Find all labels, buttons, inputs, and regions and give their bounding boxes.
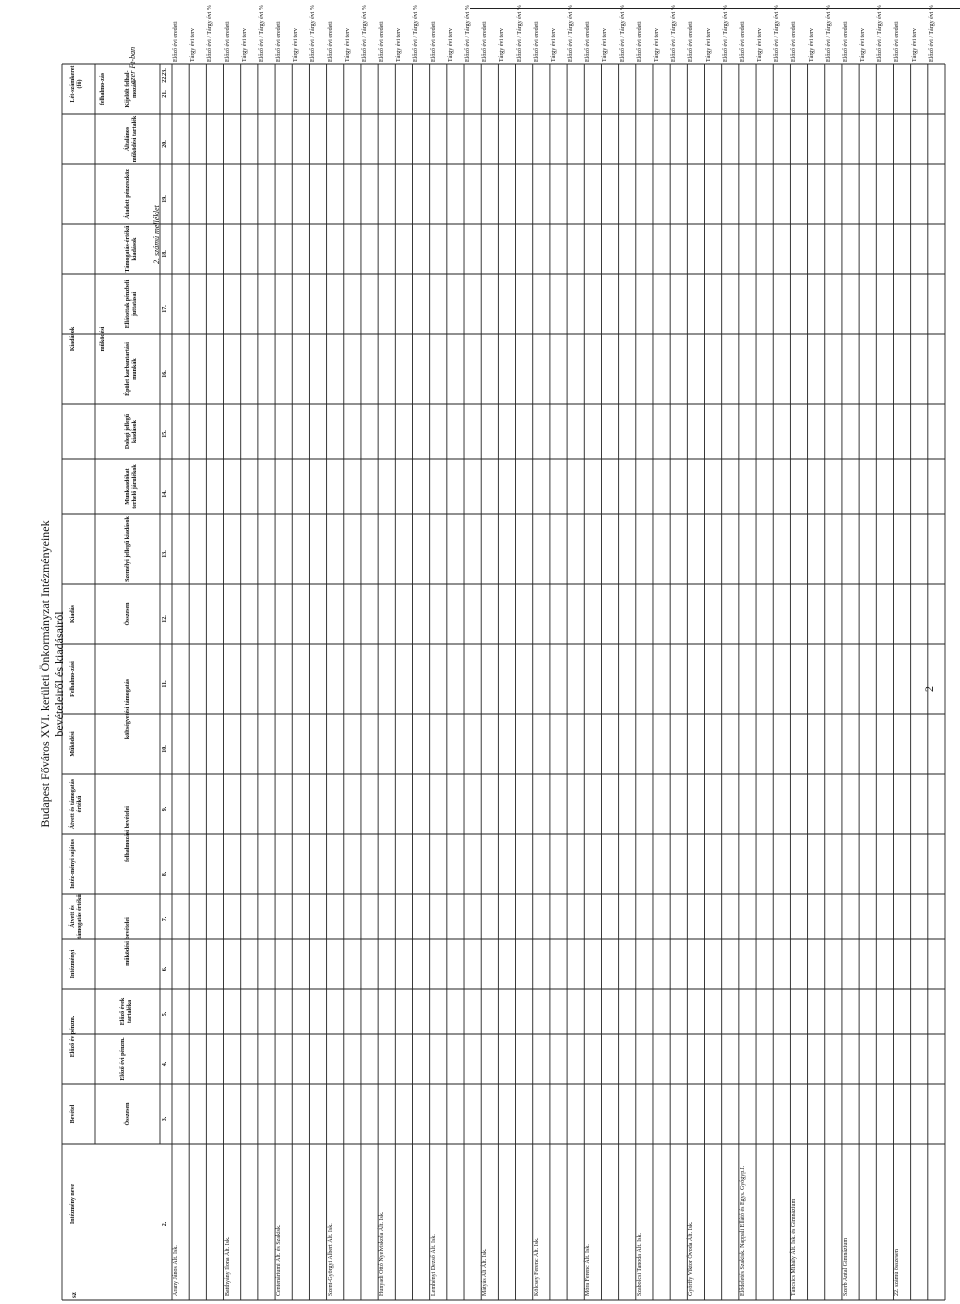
col-header-dologi: Dologi jellegű kiadások [125, 413, 138, 450]
row-type-label: Előző évi eredeti [894, 21, 901, 62]
institution-name: Kölcsey Ferenc Ált. Isk. [533, 1237, 540, 1296]
row-type-label: Tárgy évi terv [293, 28, 300, 62]
row-type-label: Előző évi / Tárgy évi % [877, 5, 884, 62]
col-header-name: Intézmény neve [70, 1183, 76, 1225]
col-header-tamogatas-ertek: Támogatás-értékű kiadások [125, 225, 138, 273]
col-number: 17. [162, 305, 168, 313]
col-header-ellatottak: Ellátottak pénzbeli juttatásai [125, 279, 138, 329]
institution-name: Centenáriumi Ált. és Szakisk. [276, 1224, 283, 1296]
row-type-label: Tárgy évi terv [499, 28, 506, 62]
row-type-label: Előző évi eredeti [533, 21, 540, 62]
col-header-kijelolt: Kijelölt felhal-mozási [125, 70, 138, 108]
row-type-label: Előző évi eredeti [327, 21, 334, 62]
row-type-label: Tárgy évi terv [653, 28, 660, 62]
col-number: 8. [162, 871, 168, 877]
col-header-osszesen: Összesen [125, 1102, 131, 1126]
row-type-label: Tárgy évi terv [344, 28, 351, 62]
col-header-felhalmozas: felhalmo-zás [100, 72, 106, 106]
col-header-osszesen-2: Összesen [125, 602, 131, 626]
col-header-mukodesi-bev: működési bevételei [125, 917, 131, 966]
col-number: 10. [162, 745, 168, 753]
institution-name: Mátyás Ali Ált. Isk. [482, 1248, 489, 1296]
col-header-atvett-2: Átvett és támogatás értékű [70, 778, 83, 830]
col-header-munkaadokat: Munkaadókat terhelő járulékok [125, 464, 138, 509]
row-type-label: Tárgy évi terv [602, 28, 609, 62]
col-number: 14. [162, 490, 168, 498]
col-number: 15. [162, 430, 168, 438]
row-type-label: Tárgy évi terv [241, 28, 248, 62]
page-number: 2 [922, 686, 936, 692]
row-type-label: Előző évi / Tárgy évi % [361, 5, 368, 62]
institution-name: Szabolcsi Tanoda Ált. Isk. [636, 1233, 643, 1296]
row-type-label: Előző évi eredeti [276, 21, 283, 62]
col-number: 6. [162, 966, 168, 972]
col-number: 4. [162, 1061, 168, 1067]
title-line-2: bevételeiről és kiadásairól [52, 611, 66, 737]
row-type-label: Tárgy évi terv [860, 28, 867, 62]
row-type-label: Előző évi / Tárgy évi % [671, 5, 678, 62]
col-header-sajatos: Intéz-ményi sajátos [70, 839, 76, 889]
row-type-label: Tárgy évi terv [550, 28, 557, 62]
row-type-label: Előző évi eredeti [482, 21, 489, 62]
col-header-epulet: Épület karbantartási munkák [125, 342, 138, 396]
row-type-label: Előző évi / Tárgy évi % [568, 5, 575, 62]
row-type-label: Tárgy évi terv [190, 28, 197, 62]
row-type-label: Előző évi eredeti [688, 21, 695, 62]
col-header-altalanos: Általános működési tartalék [125, 115, 138, 163]
col-header-letszam: Lét-számkeret (fő) [70, 65, 83, 103]
col-number: 20. [162, 140, 168, 148]
row-type-label: Tárgy évi terv [757, 28, 764, 62]
row-type-label: Előző évi eredeti [636, 21, 643, 62]
row-type-label: Előző évi eredeti [739, 21, 746, 62]
col-number: 19. [162, 195, 168, 203]
institution-name: Győrffy Viktor Óvoda Ált. Isk. [688, 1221, 695, 1296]
col-number: 16. [162, 370, 168, 378]
col-header-elozo-penzm: Előző év pénzm. [70, 1015, 76, 1058]
col-header-elozo-evi: Előző évi pénzm. [120, 1037, 126, 1081]
row-type-label: Előző évi eredeti [430, 21, 437, 62]
row-type-label: Előző évi eredeti [585, 21, 592, 62]
institution-name: Móra Ferenc Ált. Isk. [585, 1244, 592, 1296]
col-number: 12. [162, 615, 168, 623]
row-type-label: Előző évi / Tárgy évi % [516, 5, 523, 62]
row-type-label: Tárgy évi terv [911, 28, 918, 62]
col-header-kiadas: Kiadás [70, 605, 76, 624]
row-type-label: Előző évi eredeti [791, 21, 798, 62]
row-type-label: Előző évi / Tárgy évi % [619, 5, 626, 62]
col-number: 18. [162, 250, 168, 258]
row-type-label: Előző évi eredeti [224, 21, 231, 62]
col-number: 22. [162, 75, 168, 83]
col-header-mukodesi-2: működési [100, 326, 106, 352]
unit-label: ezer Ft-ban [128, 46, 137, 84]
row-type-label: Előző évi / Tárgy évi % [928, 5, 935, 62]
row-type-label: Tárgy évi terv [705, 28, 712, 62]
col-header-atvett: Átvett és támogatás értékű [70, 894, 83, 939]
row-type-label: Előző évi / Tárgy évi % [207, 5, 214, 62]
institution-name: Szent-Györgyi Albert Ált. Isk. [327, 1223, 334, 1296]
col-number: 3. [162, 1116, 168, 1122]
row-type-label: Előző évi / Tárgy évi % [722, 5, 729, 62]
col-number: 9. [162, 806, 168, 812]
col-header-bevetel: Bevétel [70, 1104, 76, 1124]
col-number: 7. [162, 916, 168, 922]
row-type-label: Előző évi / Tárgy évi % [310, 5, 317, 62]
row-type-label: Tárgy évi terv [396, 28, 403, 62]
row-type-label: Előző évi / Tárgy évi % [465, 5, 472, 62]
col-header-mukodesi: Működési [70, 731, 76, 757]
institution-name: Batthyány Ilona Ált. Isk. [224, 1236, 231, 1296]
row-type-label: Előző évi / Tárgy évi % [774, 5, 781, 62]
institution-name: Lemhényi Dezső Ált. Isk. [430, 1234, 437, 1296]
col-number: 13. [162, 550, 168, 558]
institution-name: Hunyadi Ottó Nyelviskola Ált. Isk. [379, 1211, 386, 1296]
col-header-felh-bev: felhalmozási bevételei [125, 806, 131, 862]
institution-name: Elődeletés Szakisk. Nappali Ellátó és Egys. Gyógyp.I. [739, 1165, 746, 1296]
row-type-label: Előző évi eredeti [173, 21, 179, 62]
row-type-label: Előző évi / Tárgy évi % [258, 5, 265, 62]
row-type-label: Előző évi / Tárgy évi % [825, 5, 832, 62]
col-number: 11. [162, 680, 168, 688]
col-header-kiadasok: Kiadások [70, 326, 76, 352]
row-type-label: Tárgy évi terv [808, 28, 815, 62]
corner-label: sz [70, 1292, 78, 1298]
institution-name: Táncsics Mihály Ált. Isk. és Gimnázium [791, 1198, 798, 1296]
institution-name: 22. számú összesen [894, 1249, 901, 1296]
col-header-koltsegvetesi: költségvetési támogatás [125, 678, 131, 740]
row-type-label: Előző évi / Tárgy évi % [413, 5, 420, 62]
col-header-atadott: Átadott pénzeszköz [125, 169, 131, 219]
institution-name: Arany János Ált. Isk. [173, 1245, 179, 1296]
row-type-label: Előző évi eredeti [842, 21, 849, 62]
col-number: 5. [162, 1011, 168, 1017]
row-type-label: Előző évi eredeti [379, 21, 386, 62]
title-line-1: Budapest Főváros XVI. kerületi Önkormányzat Intézményeinek [38, 520, 52, 828]
col-header-szemelyi: Személyi jellegű kiadások [125, 516, 131, 582]
row-type-label: Tárgy évi terv [447, 28, 454, 62]
annex-label: 2. számú melléklet [152, 205, 161, 264]
col-number: 23. [162, 68, 168, 76]
col-header-intezmenyi: Intézményi [70, 949, 76, 979]
col-number: 21. [162, 90, 168, 98]
col-header-felhalmozasi: Felhalmo-zási [70, 661, 76, 697]
col-number: 2. [162, 1221, 168, 1227]
col-header-tartalek: Előző évek tartaléka [120, 997, 133, 1026]
institution-name: Szerb Antal Gimnázium [842, 1238, 849, 1296]
